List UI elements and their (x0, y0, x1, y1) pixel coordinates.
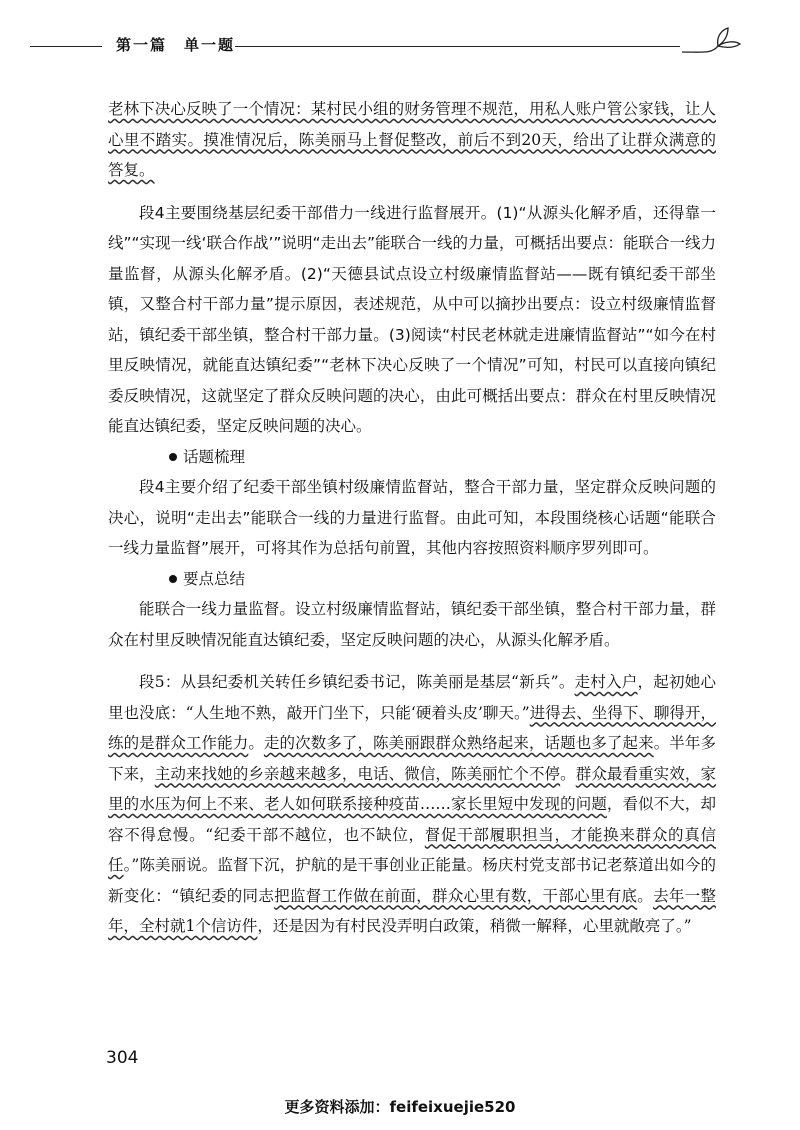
p5-underlined: 群众最看重实效，家里的水压为何上不来、老人如何联系接种疫苗……家长里短中发现的问题 (108, 764, 716, 813)
footer-note: 更多资料添加：feifeixuejie520 (284, 1098, 516, 1116)
summary-heading (108, 564, 716, 595)
paragraph-top-text: 老林下决心反映了一个情况：某村民小组的财务管理不规范，用私人账户管公家钱，让人心里不踏实。摸准情况后，陈美丽马上督促整改，前后不到20天，给出了让群众满意的答复。 (108, 100, 716, 179)
bullet-icon (169, 575, 177, 583)
p5-underlined: 督促干部履职担当，才能换来群众的真信任 (108, 825, 716, 874)
summary-text: 能联合一线力量监督。设立村级廉情监督站，镇纪委干部坐镇，整合村干部力量，群众在村里反映情况能直达镇纪委，坚定反映问题的决心，从源头化解矛盾。 (108, 600, 716, 649)
topic-text: 段4主要介绍了纪委干部坐镇村级廉情监督站，整合干部力量，坚定群众反映问题的决心，说明“走出去”能联合一线的力量进行监督。由此可知，本段围绕核心话题“能联合一线力量监督”展开，可将其作为总括句前置，其他内容按照资料顺序罗列即可。 (108, 478, 716, 557)
topic-heading-label: 话题梳理 (183, 447, 246, 466)
paragraph-5 (108, 667, 716, 942)
p5-seg: 。 (560, 764, 576, 783)
p5-seg: ，看似不大，却容不得怠慢。“纪委干部不越位，也不缺位， (108, 795, 716, 844)
p5-underlined: 主动来找她的乡亲越来越多，电话、微信，陈美丽忙个不停 (154, 764, 561, 783)
p5-underlined: 去年一整年，全村就1个信访件 (108, 886, 716, 935)
analysis-paragraph: 段4主要围绕基层纪委干部借力一线进行监督展开。(1)“从源头化解矛盾，还得靠一线”“实现一线‘联合作战’”说明“走出去”能联合一线的力量，可概括出要点：能联合一线力量监督，从源头化解矛盾。(2)“天德县试点设立村级廉情监督站——既有镇纪委干部坐镇，又整合村干部力量”提示原因，表述规范，从中可以摘抄出要点：设立村级廉情监督站，镇纪委干部坐镇，整合村干部力量。(3)阅读“村民老林就走进廉情监督站”“如今在村里反映情况，就能直达镇纪委”“老林下决心反映了一个情况”可知，村民可以直接向镇纪委反映情况，这就坚定了群众反映问题的决心，由此可概括出要点：群众在村里反映情况能直达镇纪委，坚定反映问题的决心。 (108, 203, 717, 435)
p5-seg: 。”陈美丽说。监督下沉，护航的是干事创业正能量。杨庆村党支部书记老蔡道出如今的新变化：“镇纪委的同志 (108, 856, 716, 905)
p5-seg: 。半年多下来， (108, 734, 716, 783)
summary-heading-label: 要点总结 (183, 569, 246, 588)
p5-seg: ，起初她心里也没底：“人生地不熟，敲开门坐下，只能‘硬着头皮’聊天。” (108, 673, 716, 722)
paragraph-top (108, 94, 716, 186)
p5-underlined: 走的次数多了，陈美丽跟群众熟络起来，话题也多了起来 (263, 734, 654, 752)
header-rule-right (235, 46, 680, 47)
page-header (30, 30, 730, 60)
sprout-icon (682, 24, 742, 60)
header-rule-left (30, 46, 102, 47)
p5-underlined: 进得去、坐得下、聊得开，练的是群众工作能力 (108, 703, 716, 752)
p5-underlined: 走村入户 (574, 673, 638, 691)
p5-underlined: 把监督工作做在前面，群众心里有数，干部心里有底 (274, 886, 638, 905)
p5-seg: 段5：从县纪委机关转任乡镇纪委书记，陈美丽是基层“新兵”。 (139, 673, 575, 691)
page-content (108, 94, 716, 942)
p5-seg: ，还是因为有村民没弄明白政策，稍微一解释，心里就敞亮了。” (257, 917, 692, 935)
page-number: 304 (106, 1048, 139, 1068)
topic-heading (108, 442, 716, 473)
chapter-title: 第一篇 单一题 (116, 36, 236, 54)
p5-seg: 。 (248, 734, 264, 752)
p5-seg: 。 (637, 886, 654, 905)
bullet-icon (169, 453, 177, 461)
